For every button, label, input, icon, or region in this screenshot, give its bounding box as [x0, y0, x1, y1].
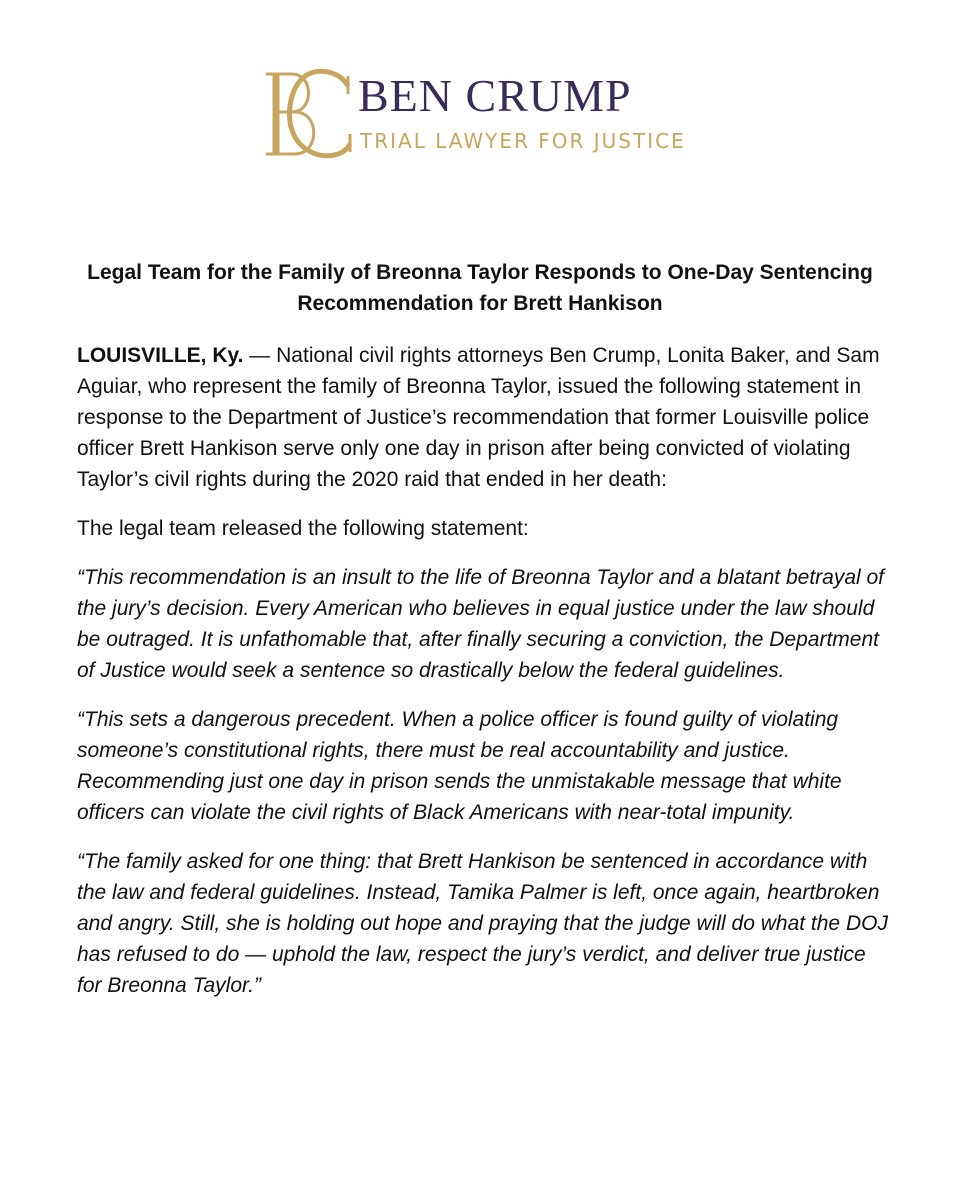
- letterhead: [262, 68, 722, 164]
- press-release-body: [77, 340, 889, 1019]
- statement-quote-2: “This sets a dangerous precedent. When a police officer is found guilty of violating someone’s constitutional rights, there must be real accountability and justice. Recommending just one day in prison sends the unmistakable message that white officers can violate the civil rights of Black Americans with near-total impunity.: [77, 708, 842, 824]
- bc-monogram-logo: [262, 68, 352, 160]
- intro-paragraph: [77, 340, 889, 495]
- firm-name: BEN CRUMP: [358, 70, 632, 121]
- lead-in-paragraph: The legal team released the following statement:: [77, 517, 529, 540]
- press-release-headline: Legal Team for the Family of Breonna Taylor Responds to One-Day Sentencing Recommendation for Brett Hankison: [87, 261, 873, 315]
- statement-quote-3: “The family asked for one thing: that Brett Hankison be sentenced in accordance with the law and federal guidelines. Instead, Tamika Palmer is left, once again, heartbroken and angry. Still, she is holding out hope and praying that the judge will do what the DOJ has refused to do — uphold the law, respect the jury’s verdict, and deliver true justice for Breonna Taylor.”: [77, 850, 888, 997]
- statement-quote-1: “This recommendation is an insult to the life of Breonna Taylor and a blatant betrayal of the jury’s decision. Every American who believes in equal justice under the law should be outraged. It is unfathomable that, after finally securing a conviction, the Department of Justice would seek a sentence so drastically below the federal guidelines.: [77, 566, 885, 682]
- dateline: LOUISVILLE, Ky.: [77, 344, 244, 367]
- firm-tagline: TRIAL LAWYER FOR JUSTICE: [360, 129, 686, 153]
- intro-text: — National civil rights attorneys Ben Crump, Lonita Baker, and Sam Aguiar, who represent the family of Breonna Taylor, issued the following statement in response to the Department of Justice’s recommendation that former Louisville police officer Brett Hankison serve only one day in prison after being convicted of violating Taylor’s civil rights during the 2020 raid that ended in her death:: [77, 344, 880, 491]
